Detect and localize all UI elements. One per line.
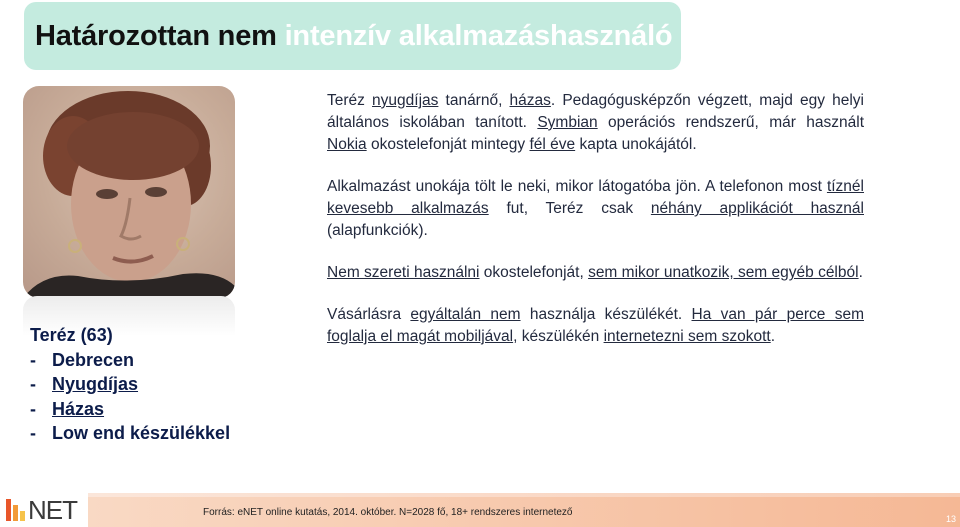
portrait-photo xyxy=(23,86,235,298)
text-run-underlined: tíznél kevesebb alkalmazás xyxy=(327,178,864,217)
paragraph-usage xyxy=(327,304,864,348)
profile-item-label: Low end készülékkel xyxy=(52,423,231,443)
text-run: Vásárlásra xyxy=(327,306,411,323)
text-run: okostelefonját, xyxy=(479,264,589,281)
profile-name: Teréz (63) xyxy=(30,325,113,345)
profile-item-label: Házas xyxy=(52,398,105,419)
slide-title xyxy=(35,20,672,53)
enet-logo-icon xyxy=(2,495,30,525)
text-run-underlined: Nokia xyxy=(327,136,367,153)
text-run: használja készülékét. xyxy=(520,306,692,323)
profile-card xyxy=(30,323,230,446)
text-run-underlined: Nem szereti használni xyxy=(327,264,480,281)
text-run: Alkalmazást unokája tölt le neki, mikor látogatóba jön. A telefonon most xyxy=(327,178,827,195)
text-run-underlined: fél éve xyxy=(529,136,576,153)
text-run-underlined: egyáltalán nem xyxy=(410,306,521,323)
profile-item-marital: - Házas xyxy=(30,398,105,419)
text-run-underlined: Symbian xyxy=(537,114,598,131)
paragraph-attitude xyxy=(327,262,864,284)
source-note: Forrás: eNET online kutatás, 2014. október. N=2028 fő, 18+ rendszeres internetező xyxy=(203,507,573,518)
text-run: tanárnő, xyxy=(438,92,510,109)
profile-item-device: - Low end készülékkel xyxy=(30,423,231,443)
profile-item-label: Debrecen xyxy=(52,349,135,370)
text-run-underlined: sem mikor unatkozik, sem egyéb célból xyxy=(588,264,859,281)
text-run: okostelefonját mintegy xyxy=(366,136,530,153)
text-run: . Pedagógusképzőn végzett, majd egy helyi általános iskolában tanított. xyxy=(327,92,864,131)
profile-item-city: - Debrecen xyxy=(30,349,135,370)
enet-logo xyxy=(2,494,77,526)
text-run-underlined: házas xyxy=(509,92,551,109)
text-run-underlined: néhány applikációt használ xyxy=(650,200,864,217)
paragraph-apps xyxy=(327,176,864,242)
text-run: operációs rendszerű, már használt xyxy=(597,114,864,131)
text-run: fut, Teréz csak xyxy=(488,200,651,217)
portrait-illustration xyxy=(23,86,235,298)
text-run: kapta unokájától. xyxy=(575,136,697,153)
title-accent-part: intenzív alkalmazáshasználó xyxy=(284,19,673,52)
text-run: . xyxy=(770,328,776,345)
text-run: Teréz xyxy=(327,92,373,109)
text-run: . xyxy=(858,264,863,281)
text-run-underlined: Ha van pár perce sem foglalja el magát mobiljával xyxy=(327,306,864,345)
text-run: , készülékén xyxy=(513,328,604,345)
description-column xyxy=(327,90,864,368)
text-run: (alapfunkciók). xyxy=(327,222,428,239)
title-banner xyxy=(24,2,681,70)
page-number: 13 xyxy=(945,514,956,524)
paragraph-background xyxy=(327,90,864,156)
profile-item-label: Nyugdíjas xyxy=(52,374,139,394)
profile-item-status: - Nyugdíjas xyxy=(30,374,139,394)
title-dark-part: Határozottan nem xyxy=(35,19,285,52)
text-run-underlined: nyugdíjas xyxy=(372,92,439,109)
text-run-underlined: internetezni sem szokott xyxy=(603,328,771,345)
logo-text: NET xyxy=(28,495,77,525)
